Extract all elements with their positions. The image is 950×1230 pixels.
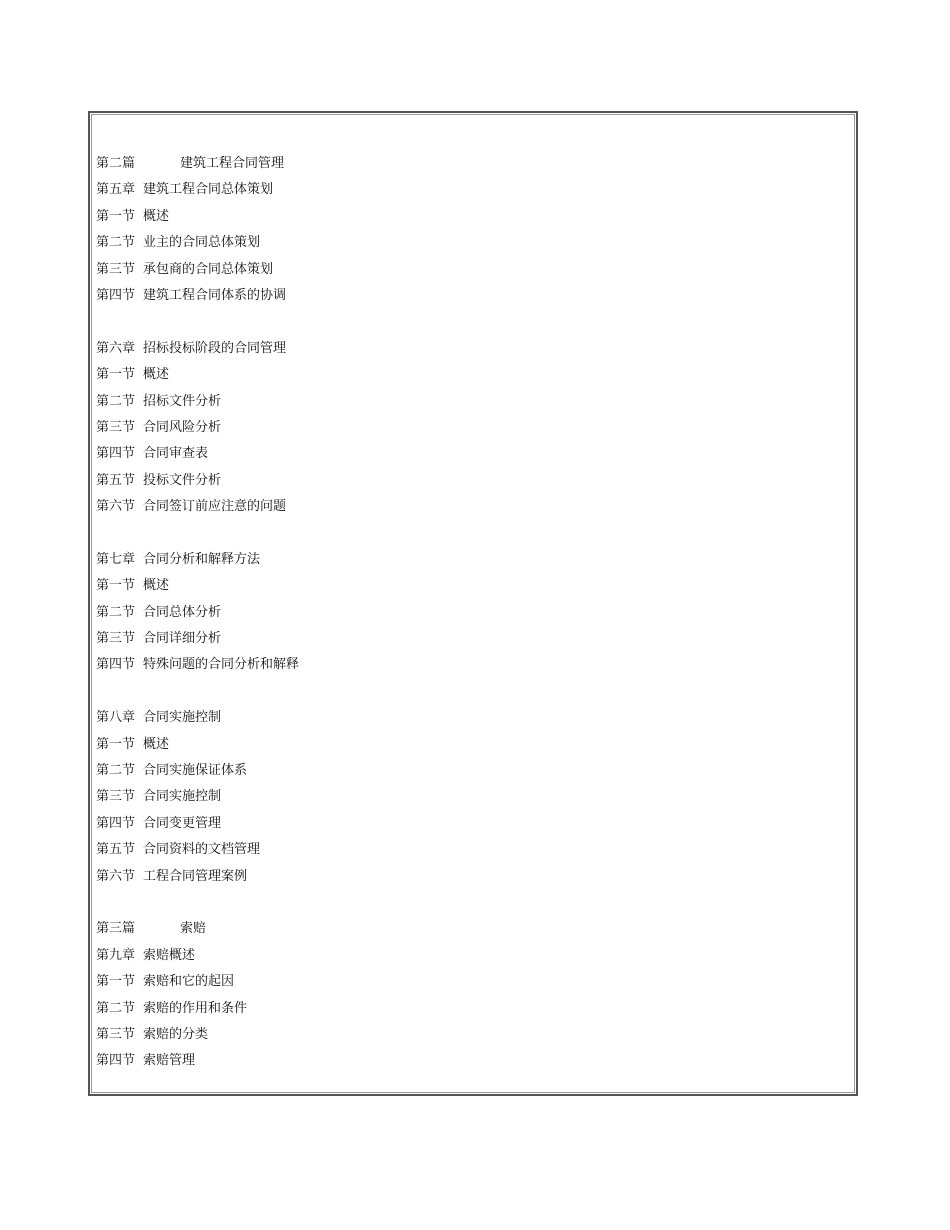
toc-entry-number: 第三节	[96, 789, 136, 805]
toc-entry-title: 合同审查表	[143, 446, 209, 462]
toc-entry-number: 第三节	[96, 261, 136, 277]
toc-entry-number: 第四节	[96, 815, 136, 831]
toc-entry-title: 建筑工程合同管理	[180, 156, 285, 171]
toc-entry-number: 第二节	[96, 235, 136, 251]
toc-entry-title: 合同风险分析	[143, 419, 222, 435]
toc-part-heading	[96, 151, 299, 177]
toc-entry-number: 第三篇	[96, 921, 136, 937]
toc-entry	[96, 230, 299, 256]
toc-entry	[96, 732, 299, 758]
toc-entry-number: 第五节	[96, 472, 136, 488]
toc-spacer	[96, 890, 299, 916]
toc-entry-title: 招标文件分析	[143, 393, 222, 409]
toc-entry	[96, 283, 299, 309]
toc-entry-number: 第九章	[96, 947, 136, 963]
toc-entry-title: 合同实施保证体系	[143, 762, 248, 778]
toc-entry-number: 第二节	[96, 393, 136, 409]
toc-entry-title: 合同资料的文档管理	[143, 842, 261, 858]
toc-entry	[96, 652, 299, 678]
toc-entry-title: 概述	[143, 367, 170, 383]
table-of-contents	[96, 151, 299, 1075]
toc-entry-number: 第一节	[96, 974, 136, 990]
toc-entry-number: 第二篇	[96, 156, 136, 171]
toc-entry-number: 第二节	[96, 604, 136, 620]
toc-entry-title: 索赔管理	[143, 1053, 196, 1069]
toc-entry-title: 承包商的合同总体策划	[143, 261, 274, 277]
toc-entry	[96, 362, 299, 388]
toc-entry-number: 第三节	[96, 631, 136, 647]
toc-entry	[96, 864, 299, 890]
toc-entry-title: 索赔	[180, 921, 207, 937]
toc-entry-title: 概述	[143, 578, 170, 594]
toc-entry	[96, 1022, 299, 1048]
toc-entry-number: 第七章	[96, 551, 136, 567]
toc-entry-number: 第一节	[96, 578, 136, 594]
toc-entry-title: 工程合同管理案例	[143, 868, 248, 884]
toc-entry-number: 第三节	[96, 1026, 136, 1042]
toc-entry-title: 概述	[143, 208, 170, 224]
toc-entry	[96, 336, 299, 362]
toc-entry-title: 概述	[143, 736, 170, 752]
toc-entry	[96, 996, 299, 1022]
toc-spacer	[96, 520, 299, 546]
toc-entry	[96, 943, 299, 969]
toc-entry-title: 合同实施控制	[143, 710, 222, 726]
toc-entry-number: 第六节	[96, 499, 136, 515]
toc-spacer	[96, 679, 299, 705]
toc-entry	[96, 547, 299, 573]
toc-entry-number: 第一节	[96, 367, 136, 383]
toc-entry-number: 第六章	[96, 340, 136, 356]
toc-entry-number: 第二节	[96, 762, 136, 778]
document-frame	[88, 111, 858, 1096]
toc-entry-title: 建筑工程合同体系的协调	[143, 287, 287, 303]
toc-entry-number: 第三节	[96, 419, 136, 435]
toc-entry-number: 第四节	[96, 446, 136, 462]
toc-entry-number: 第四节	[96, 287, 136, 303]
toc-entry-number: 第五章	[96, 182, 136, 198]
toc-entry	[96, 494, 299, 520]
toc-entry	[96, 1048, 299, 1074]
toc-entry-number: 第二节	[96, 1000, 136, 1016]
toc-entry-number: 第六节	[96, 868, 136, 884]
toc-entry-title: 索赔的分类	[143, 1026, 209, 1042]
toc-entry-title: 索赔概述	[143, 947, 196, 963]
toc-entry-title: 特殊问题的合同分析和解释	[143, 657, 300, 673]
toc-entry-title: 投标文件分析	[143, 472, 222, 488]
toc-entry	[96, 837, 299, 863]
toc-entry-title: 招标投标阶段的合同管理	[143, 340, 287, 356]
toc-entry-title: 建筑工程合同总体策划	[143, 182, 274, 198]
toc-entry-number: 第一节	[96, 736, 136, 752]
toc-spacer	[96, 309, 299, 335]
toc-entry-title: 合同签订前应注意的问题	[143, 499, 287, 515]
toc-entry	[96, 204, 299, 230]
toc-entry-title: 索赔和它的起因	[143, 974, 235, 990]
toc-entry	[96, 177, 299, 203]
toc-entry	[96, 758, 299, 784]
toc-entry-number: 第四节	[96, 657, 136, 673]
toc-entry	[96, 573, 299, 599]
toc-entry	[96, 811, 299, 837]
toc-entry	[96, 626, 299, 652]
toc-entry	[96, 415, 299, 441]
toc-entry-number: 第五节	[96, 842, 136, 858]
toc-entry	[96, 784, 299, 810]
toc-entry-title: 业主的合同总体策划	[143, 235, 261, 251]
toc-entry	[96, 969, 299, 995]
toc-entry-title: 合同变更管理	[143, 815, 222, 831]
toc-entry	[96, 257, 299, 283]
toc-entry	[96, 705, 299, 731]
toc-entry-title: 合同实施控制	[143, 789, 222, 805]
toc-entry	[96, 468, 299, 494]
toc-entry-number: 第一节	[96, 208, 136, 224]
toc-entry-title: 索赔的作用和条件	[143, 1000, 248, 1016]
toc-entry	[96, 600, 299, 626]
toc-part-heading	[96, 916, 299, 942]
toc-entry-title: 合同分析和解释方法	[143, 551, 261, 567]
toc-entry-title: 合同详细分析	[143, 631, 222, 647]
toc-entry-title: 合同总体分析	[143, 604, 222, 620]
toc-entry-number: 第四节	[96, 1053, 136, 1069]
toc-entry-number: 第八章	[96, 710, 136, 726]
toc-entry	[96, 441, 299, 467]
toc-entry	[96, 389, 299, 415]
